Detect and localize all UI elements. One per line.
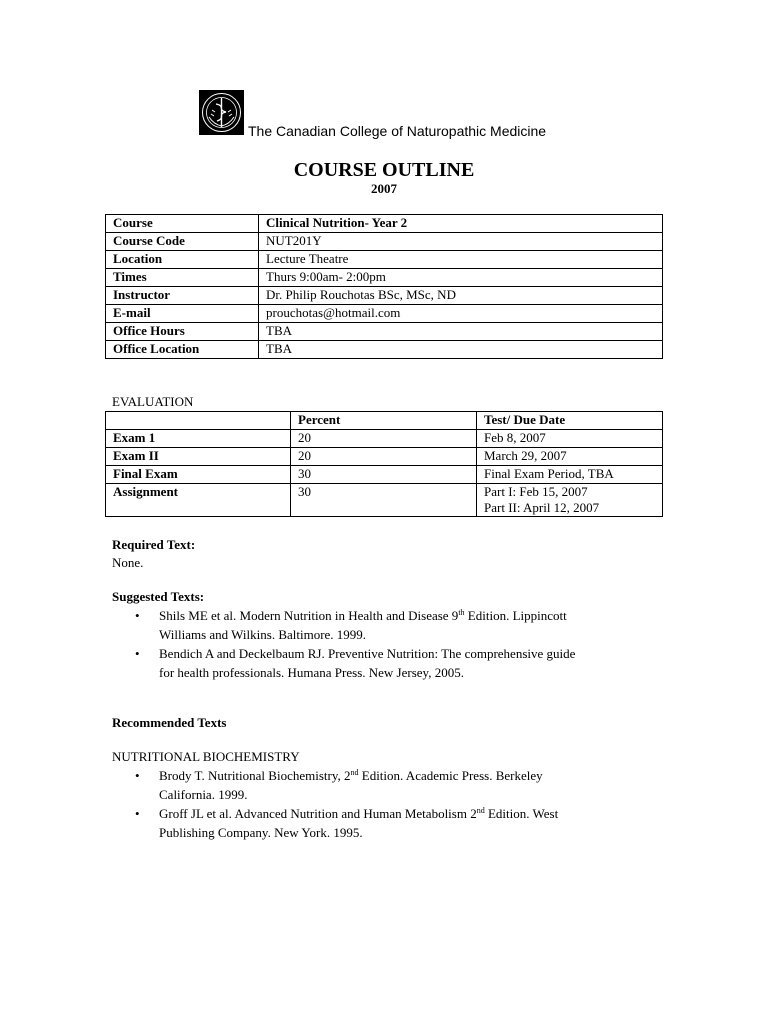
eval-percent: 20 [291,430,477,448]
citation-text: Groff JL et al. Advanced Nutrition and Human Metabolism 2 [159,806,477,821]
citation-sup: th [458,608,465,617]
eval-date-cell [477,484,663,517]
citation-text: Williams and Wilkins. Baltimore. 1999. [159,627,367,642]
citation-text: Brody T. Nutritional Biochemistry, 2 [159,768,351,783]
column-header: Test/ Due Date [477,412,663,430]
table-row [106,448,663,466]
citation-text: Bendich A and Deckelbaum RJ. Preventive Nutrition: The comprehensive guide [159,646,576,661]
eval-item: Final Exam [106,466,291,484]
row-value: TBA [259,341,663,359]
row-label: Office Hours [106,323,259,341]
table-row [106,233,663,251]
eval-percent: 30 [291,466,477,484]
recommended-texts-heading: Recommended Texts [112,715,227,730]
citation-text: California. 1999. [159,787,248,802]
table-row [106,215,663,233]
list-item [112,644,652,682]
citation-sup: nd [476,806,485,815]
table-row [106,430,663,448]
college-name: The Canadian College of Naturopathic Medicine [248,123,547,139]
eval-date: Final Exam Period, TBA [477,466,663,484]
college-seal-logo [199,90,244,135]
eval-date: Feb 8, 2007 [477,430,663,448]
list-item [112,804,652,842]
bullet-icon: • [135,806,140,821]
row-value: Lecture Theatre [259,251,663,269]
list-item [112,606,652,644]
suggested-texts-list [112,606,652,682]
row-label: Instructor [106,287,259,305]
recommended-subheading: NUTRITIONAL BIOCHEMISTRY [112,749,300,764]
table-row [106,269,663,287]
table-row [106,466,663,484]
table-row [106,305,663,323]
bullet-icon: • [135,768,140,783]
required-text-heading: Required Text: [112,537,196,552]
list-item [112,766,652,804]
eval-item: Assignment [106,484,291,517]
eval-item: Exam II [106,448,291,466]
row-label: Course [106,215,259,233]
row-value: NUT201Y [259,233,663,251]
table-row [106,341,663,359]
eval-date: Part I: Feb 15, 2007 [484,484,588,499]
eval-percent: 30 [291,484,477,517]
eval-date: Part II: April 12, 2007 [484,500,600,515]
citation-text: Edition. Academic Press. Berkeley [358,768,543,783]
table-row [106,484,663,517]
table-row [106,323,663,341]
recommended-texts-list [112,766,652,842]
citation-text: for health professionals. Humana Press. New Jersey, 2005. [159,665,464,680]
bullet-icon: • [135,608,140,623]
row-label: Office Location [106,341,259,359]
citation-sup: nd [350,768,359,777]
bullet-icon: • [135,646,140,661]
citation-text: Publishing Company. New York. 1995. [159,825,363,840]
email-value: prouchotas@hotmail.com [259,305,663,323]
row-label: E-mail [106,305,259,323]
row-value: TBA [259,323,663,341]
citation-text: Edition. Lippincott [464,608,567,623]
suggested-texts-heading: Suggested Texts: [112,589,205,604]
column-header: Percent [291,412,477,430]
evaluation-heading: EVALUATION [112,394,194,409]
eval-date: March 29, 2007 [477,448,663,466]
course-year: 2007 [371,181,397,196]
column-header [106,412,291,430]
row-value: Thurs 9:00am- 2:00pm [259,269,663,287]
row-label: Course Code [106,233,259,251]
table-row [106,287,663,305]
course-info-table [105,214,663,359]
eval-percent: 20 [291,448,477,466]
row-label: Times [106,269,259,287]
required-text-value: None. [112,555,144,570]
citation-text: Shils ME et al. Modern Nutrition in Health and Disease 9 [159,608,459,623]
evaluation-table [105,411,663,517]
citation-text: Edition. West [484,806,559,821]
row-value: Dr. Philip Rouchotas BSc, MSc, ND [259,287,663,305]
table-header-row [106,412,663,430]
row-label: Location [106,251,259,269]
eval-item: Exam 1 [106,430,291,448]
page-title: COURSE OUTLINE [293,159,475,181]
table-row [106,251,663,269]
row-value: Clinical Nutrition- Year 2 [259,215,663,233]
